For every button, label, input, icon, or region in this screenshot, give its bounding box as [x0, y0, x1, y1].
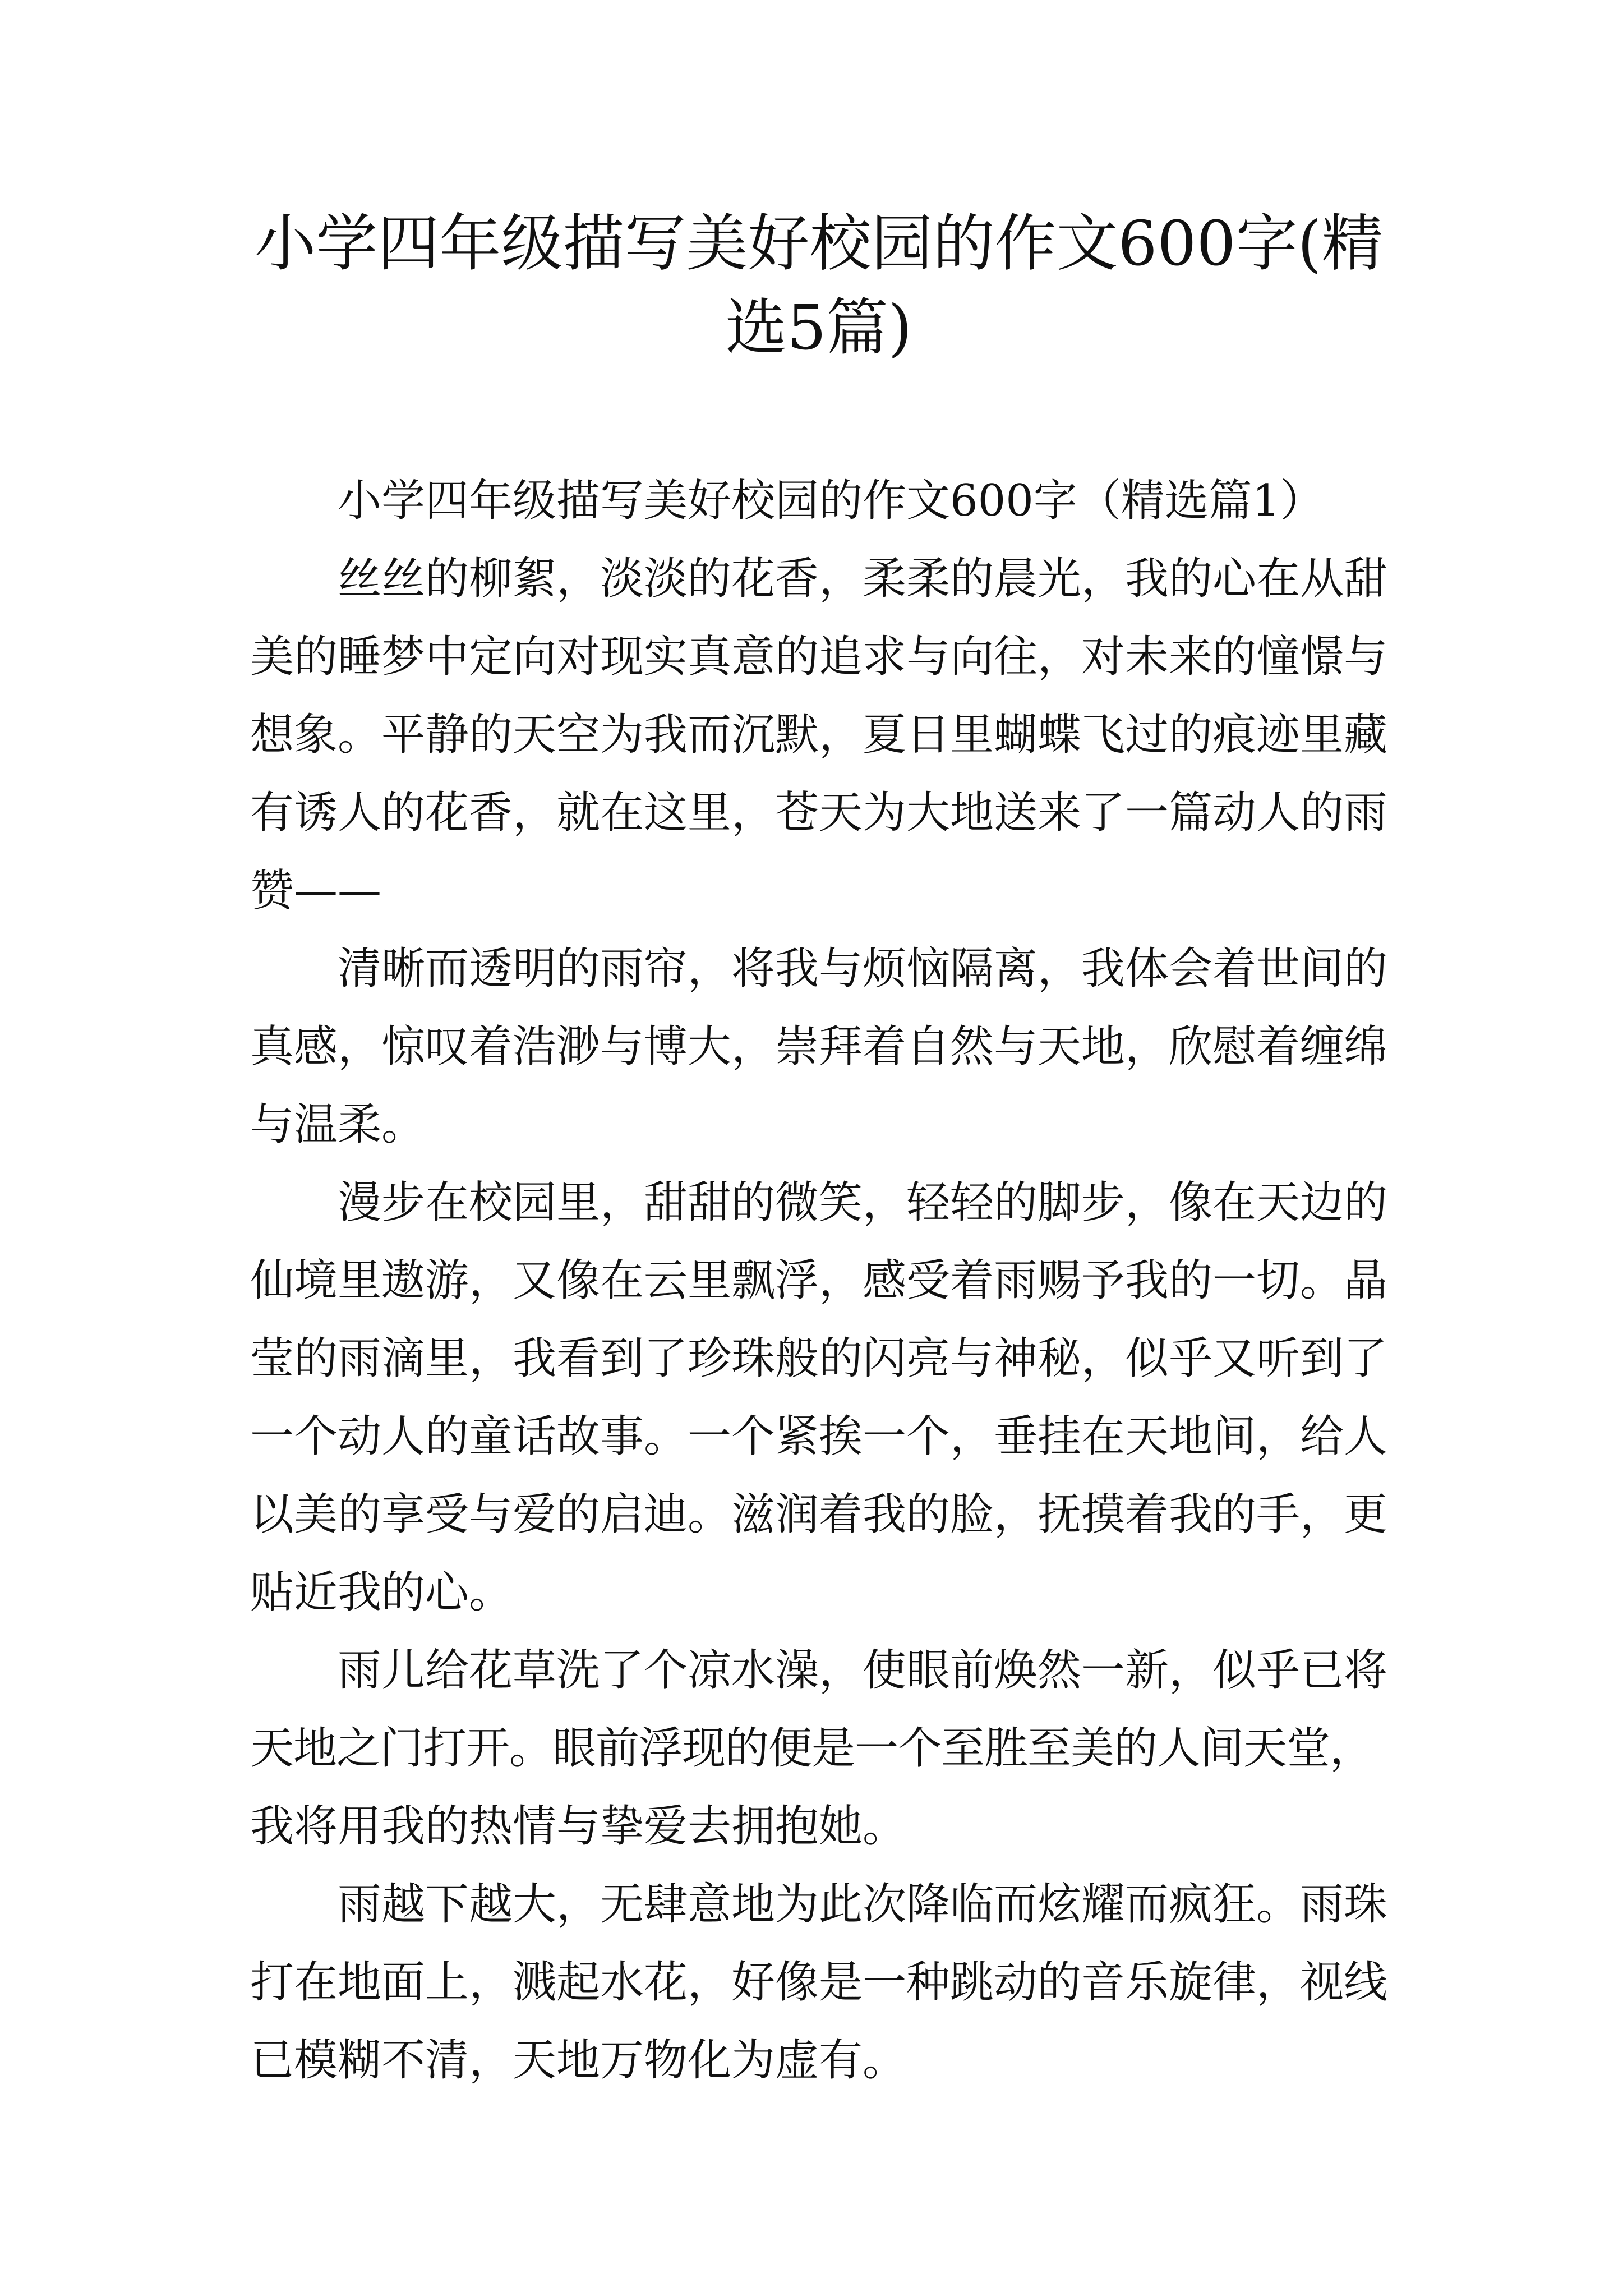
text-line: 赞—— — [250, 866, 382, 916]
text-line: 仙境里遨游，又像在云里飘浮，感受着雨赐予我的一切。晶 — [250, 1255, 1388, 1306]
text-line: 贴近我的心。 — [250, 1567, 513, 1618]
section-heading — [250, 462, 1387, 540]
paragraph — [250, 540, 1387, 930]
paragraph — [250, 930, 1387, 1164]
text-line: 一个动人的童话故事。一个紧挨一个，垂挂在天地间，给人 — [250, 1411, 1388, 1462]
text-line: 小学四年级描写美好校园的作文600字（精选篇1） — [338, 476, 1324, 526]
text-line: 想象。平静的天空为我而沉默，夏日里蝴蝶飞过的痕迹里藏 — [250, 710, 1388, 760]
text-line: 有诱人的花香，就在这里，苍天为大地送来了一篇动人的雨 — [250, 788, 1388, 838]
text-line: 天地之门打开。眼前浮现的便是一个至胜至美的人间天堂， — [250, 1723, 1373, 1774]
text-line: 清晰而透明的雨帘，将我与烦恼隔离，我体会着世间的 — [338, 944, 1388, 994]
paragraph — [250, 1632, 1387, 1866]
text-line: 丝丝的柳絮，淡淡的花香，柔柔的晨光，我的心在从甜 — [338, 554, 1388, 604]
paragraph — [250, 1866, 1387, 2100]
text-line: 已模糊不清，天地万物化为虚有。 — [250, 2035, 907, 2086]
text-line: 以美的享受与爱的启迪。滋润着我的脸，抚摸着我的手，更 — [250, 1489, 1388, 1540]
text-line: 莹的雨滴里，我看到了珍珠般的闪亮与神秘，似乎又听到了 — [250, 1333, 1388, 1384]
text-line: 真感，惊叹着浩渺与博大，崇拜着自然与天地，欣慰着缠绵 — [250, 1022, 1388, 1072]
title-line: 选5篇) — [725, 292, 912, 364]
text-line: 我将用我的热情与挚爱去拥抱她。 — [250, 1801, 907, 1852]
text-line: 漫步在校园里，甜甜的微笑，轻轻的脚步，像在天边的 — [338, 1177, 1388, 1228]
text-line: 美的睡梦中定向对现实真意的追求与向往，对未来的憧憬与 — [250, 632, 1388, 682]
text-line: 雨儿给花草洗了个凉水澡，使眼前焕然一新，似乎已将 — [338, 1645, 1388, 1696]
paragraph — [250, 1164, 1387, 1632]
text-line: 与温柔。 — [250, 1099, 426, 1150]
text-line: 雨越下越大，无肆意地为此次降临而炫耀而疯狂。雨珠 — [338, 1879, 1388, 1930]
document-title — [250, 201, 1387, 370]
document-body — [250, 462, 1387, 2100]
title-line: 小学四年级描写美好校园的作文600字(精 — [254, 208, 1384, 279]
text-line: 打在地面上，溅起水花，好像是一种跳动的音乐旋律，视线 — [250, 1957, 1388, 2008]
